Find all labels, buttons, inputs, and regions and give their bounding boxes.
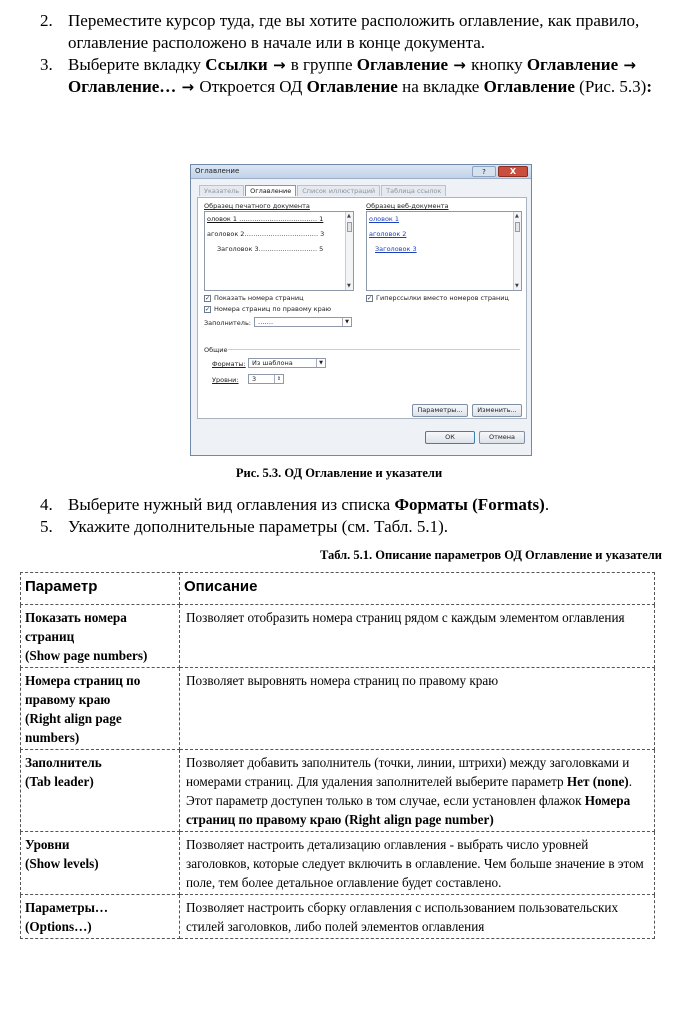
- spin-arrows-icon: ⇕: [274, 375, 283, 383]
- steps-list-top: [40, 10, 670, 98]
- web-preview-link[interactable]: аголовок 2: [369, 230, 407, 238]
- checkmark-icon: ✓: [367, 294, 373, 302]
- chevron-down-icon: ▼: [342, 318, 351, 326]
- ok-button[interactable]: ОК: [425, 431, 475, 444]
- desc-cell: Позволяет добавить заполнитель (точки, линии, штрихи) между заголовками и номерами страниц. Для удаления заполнителей выберите параметр Нет (none). Этот параметр доступен только в том случае, если установлен флажок Номера страниц по правому краю (Right align page number): [180, 750, 655, 832]
- scrollbar[interactable]: ▲ ▼: [513, 212, 521, 290]
- modify-button[interactable]: Изменить...: [472, 404, 522, 417]
- toc-dialog-figure: [190, 164, 532, 456]
- arrow-right-icon: →: [176, 78, 200, 96]
- print-preview-box: [204, 211, 354, 291]
- levels-stepper[interactable]: 3 ⇕: [248, 374, 284, 384]
- desc-cell: Позволяет выровнять номера страниц по правому краю: [180, 668, 655, 750]
- table-caption: Табл. 5.1. Описание параметров ОД Оглавление и указатели: [319, 548, 662, 562]
- tab-index[interactable]: Указатель: [199, 185, 244, 196]
- step-4: [40, 494, 670, 516]
- tab-figures[interactable]: Список иллюстраций: [297, 185, 380, 196]
- step-2: [40, 10, 670, 54]
- tab-panel: [197, 197, 527, 419]
- column-header: Параметр: [21, 573, 180, 605]
- options-button[interactable]: Параметры...: [412, 404, 468, 417]
- help-button[interactable]: ?: [472, 166, 496, 177]
- scrollbar[interactable]: ▲ ▼: [345, 212, 353, 290]
- param-cell: Заполнитель (Tab leader): [21, 750, 180, 832]
- tab-authorities[interactable]: Таблица ссылок: [381, 185, 446, 196]
- general-group-label: Общие: [204, 346, 228, 354]
- dialog-title: Оглавление: [191, 165, 531, 179]
- print-preview-label: Образец печатного документа: [204, 202, 310, 210]
- step-number: 5.: [40, 517, 53, 536]
- cancel-button[interactable]: Отмена: [479, 431, 525, 444]
- param-cell: Параметры… (Options…): [21, 895, 180, 939]
- param-cell: Показать номера страниц (Show page numbers): [21, 605, 180, 668]
- chevron-down-icon: ▼: [316, 359, 325, 367]
- dialog-tabs: [199, 185, 447, 196]
- checkmark-icon: ✓: [205, 305, 211, 313]
- formats-select[interactable]: Из шаблона ▼: [248, 358, 326, 368]
- desc-cell: Позволяет настроить детализацию оглавления - выбрать число уровней заголовков, которые следует включить в оглавление. Чем больше значение в этом поле, тем более детальное оглавление будет составлено.: [180, 832, 655, 895]
- step-number: 3.: [40, 55, 53, 74]
- step-3: [40, 54, 670, 98]
- figure-caption: Рис. 5.3. ОД Оглавление и указатели: [235, 466, 443, 480]
- steps-list-bottom: [40, 494, 670, 538]
- web-preview-link[interactable]: оловок 1: [369, 215, 400, 223]
- web-preview-box: [366, 211, 522, 291]
- table-row: [21, 605, 655, 668]
- arrow-right-icon: →: [448, 56, 472, 74]
- table-header-row: [21, 573, 655, 605]
- show-page-numbers-checkbox[interactable]: ✓ Показать номера страниц: [205, 294, 304, 302]
- arrow-right-icon: →: [618, 56, 636, 74]
- tab-toc[interactable]: Оглавление: [245, 185, 296, 196]
- preview-line: Заголовок 3……………………… 5: [217, 245, 324, 253]
- table-row: [21, 668, 655, 750]
- arrow-right-icon: →: [267, 56, 291, 74]
- param-cell: Уровни (Show levels): [21, 832, 180, 895]
- step-text: Выберите вкладку Ссылки → в группе Оглавление → кнопку Оглавление → Оглавление… → Откроется ОД Оглавление на вкладке Оглавление (Рис. 5.3):: [68, 55, 652, 96]
- right-align-checkbox[interactable]: ✓ Номера страниц по правому краю: [205, 305, 332, 313]
- web-preview-link[interactable]: Заголовок 3: [375, 245, 417, 253]
- hyperlinks-checkbox[interactable]: ✓ Гиперссылки вместо номеров страниц: [367, 294, 509, 302]
- checkmark-icon: ✓: [205, 294, 211, 302]
- parameters-table: [20, 572, 655, 939]
- preview-line: аголовок 2……………………………. 3: [207, 230, 325, 238]
- desc-cell: Позволяет отобразить номера страниц рядом с каждым элементом оглавления: [180, 605, 655, 668]
- step-text: Переместите курсор туда, где вы хотите расположить оглавление, как правило, оглавление расположено в начале или в конце документа.: [68, 11, 640, 52]
- formats-label: Форматы:: [212, 360, 246, 368]
- levels-label: Уровни:: [212, 376, 239, 384]
- group-divider: [228, 349, 520, 350]
- preview-line: оловок 1 ……………………………… 1: [207, 215, 324, 223]
- table-row: [21, 750, 655, 832]
- desc-cell: Позволяет настроить сборку оглавления с использованием пользовательских стилей заголовков, либо полей элементов оглавления: [180, 895, 655, 939]
- param-cell: Номера страниц по правому краю (Right align page numbers): [21, 668, 180, 750]
- step-number: 2.: [40, 11, 53, 30]
- close-button[interactable]: X: [498, 166, 528, 177]
- step-5: [40, 516, 670, 538]
- table-row: [21, 895, 655, 939]
- tab-leader-select[interactable]: ……. ▼: [254, 317, 352, 327]
- tab-leader-label: Заполнитель:: [204, 319, 251, 327]
- web-preview-label: Образец веб-документа: [366, 202, 449, 210]
- column-header: Описание: [180, 573, 655, 605]
- step-text: Выберите нужный вид оглавления из списка Форматы (Formats).: [68, 495, 550, 514]
- step-number: 4.: [40, 495, 53, 514]
- step-text: Укажите дополнительные параметры (см. Табл. 5.1).: [68, 517, 449, 536]
- table-row: [21, 832, 655, 895]
